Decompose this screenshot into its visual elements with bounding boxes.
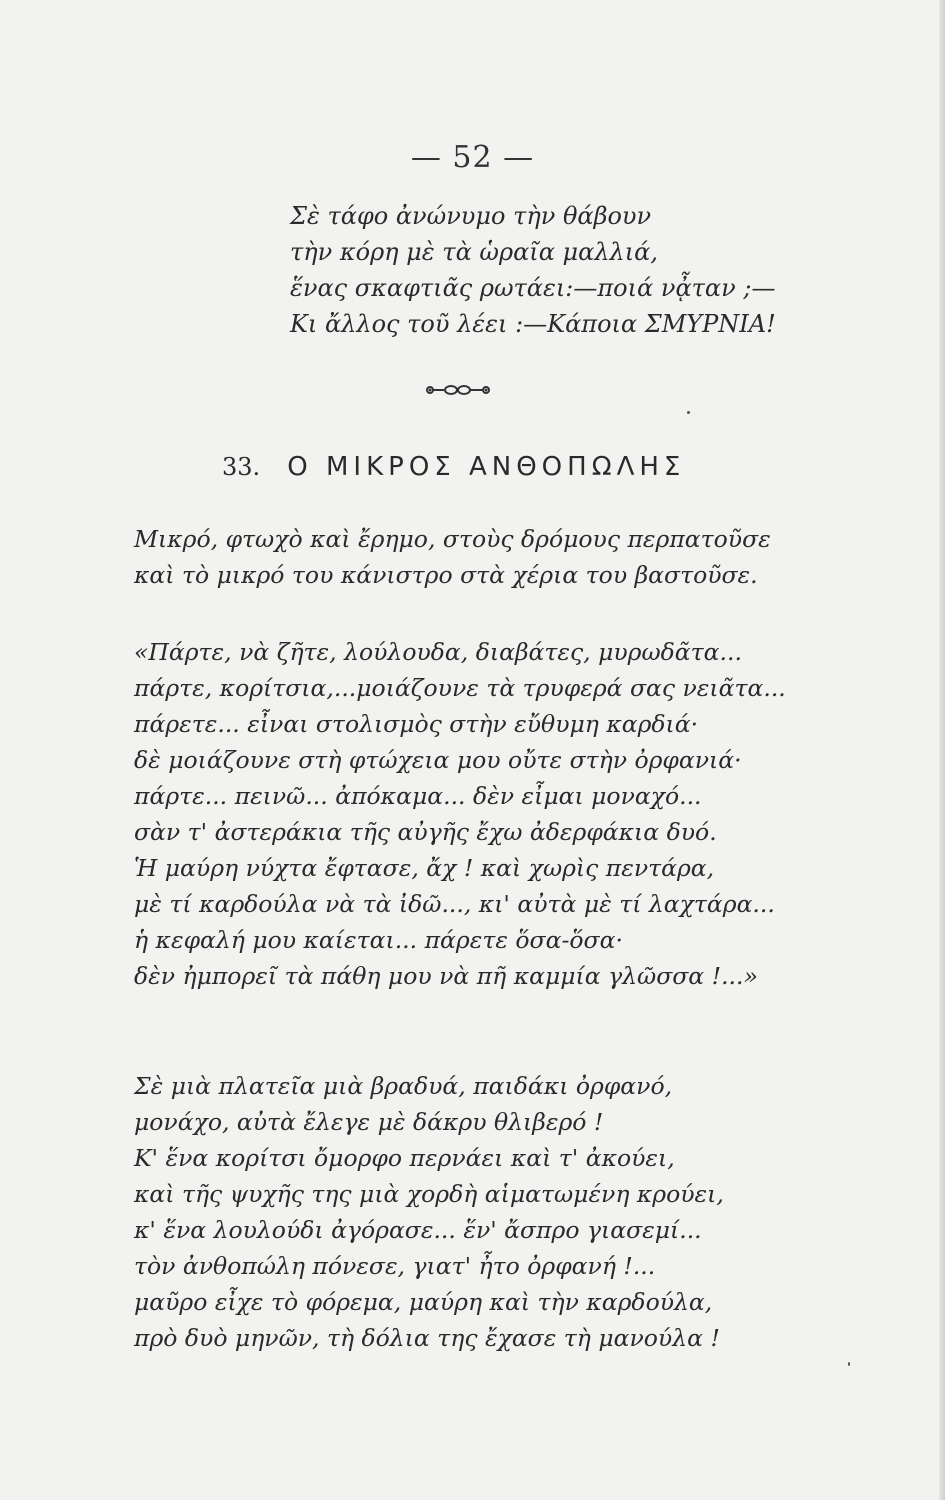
poem-line: μαῦρο εἶχε τὸ φόρεμα, μαύρη καὶ τὴν καρδούλα, (134, 1288, 713, 1316)
poem-paragraph-2 (134, 634, 786, 994)
stanza-line: ἕνας σκαφτιᾶς ρωτάει:—ποιά νᾆταν ;— (290, 274, 776, 302)
poem-line: μονάχο, αὐτὰ ἔλεγε μὲ δάκρυ θλιβερό ! (134, 1108, 604, 1136)
section-number: 33. (222, 453, 261, 481)
poem-line: Κ' ἕνα κορίτσι ὄμορφο περνάει καὶ τ' ἀκούει, (134, 1144, 675, 1172)
ornament-divider (420, 380, 500, 400)
poem-paragraph-3 (134, 1068, 724, 1356)
poem-line: δὲ μοιάζουνε στὴ φτώχεια μου οὔτε στὴν ὀρφανιά· (134, 746, 742, 774)
poem-line: σὰν τ' ἀστεράκια τῆς αὐγῆς ἔχω ἀδερφάκια δυό. (134, 818, 717, 846)
poem-line: πάρτε, κορίτσια,...μοιάζουνε τὰ τρυφερά σας νειᾶτα... (134, 674, 786, 702)
poem-line: κ' ἕνα λουλούδι ἀγόρασε... ἕν' ἄσπρο γιασεμί... (134, 1216, 702, 1244)
stanza-line: Σὲ τάφο ἀνώνυμο τὴν θάβουν (290, 202, 652, 230)
poem-line: πάρτε... πεινῶ... ἀπόκαμα... δὲν εἶμαι μοναχό... (134, 782, 702, 810)
page-number: — 52 — (410, 140, 535, 175)
poem-line: Ἡ μαύρη νύχτα ἔφτασε, ἄχ ! καὶ χωρὶς πεντάρα, (134, 854, 715, 882)
closing-stanza (290, 198, 776, 342)
page-edge-shadow (939, 0, 945, 1500)
paper-speck (848, 1362, 850, 1366)
poem-line: τὸν ἀνθοπώλη πόνεσε, γιατ' ἦτο ὀρφανή !... (134, 1252, 656, 1280)
poem-line: ἡ κεφαλή μου καίεται... πάρετε ὅσα-ὅσα· (134, 926, 623, 954)
poem-line: μὲ τί καρδούλα νὰ τὰ ἰδῶ..., κι' αὐτὰ μὲ τί λαχτάρα... (134, 890, 775, 918)
poem-line: «Πάρτε, νὰ ζῆτε, λούλουδα, διαβάτες, μυρωδᾶτα... (134, 638, 742, 666)
poem-line: καὶ τὸ μικρό του κάνιστρο στὰ χέρια του βαστοῦσε. (134, 561, 758, 589)
stanza-line: Κι ἄλλος τοῦ λέει :—Κάποια ΣΜΥΡΝΙΑ! (290, 310, 776, 338)
paper-speck (687, 411, 690, 414)
poem-line: Σὲ μιὰ πλατεῖα μιὰ βραδυά, παιδάκι ὀρφανό, (134, 1072, 673, 1100)
poem-line: καὶ τῆς ψυχῆς της μιὰ χορδὴ αἱματωμένη κρούει, (134, 1180, 724, 1208)
stanza-line: τὴν κόρη μὲ τὰ ὡραῖα μαλλιά, (290, 238, 659, 266)
poem-line: πάρετε... εἶναι στολισμὸς στὴν εὔθυμη καρδιά· (134, 710, 699, 738)
section-heading (222, 452, 685, 482)
section-title: Ο ΜΙΚΡΟΣ ΑΝΘΟΠΩΛΗΣ (287, 452, 686, 482)
poem-paragraph-1 (134, 521, 771, 593)
poem-line: πρὸ δυὸ μηνῶν, τὴ δόλια της ἔχασε τὴ μανούλα ! (134, 1324, 720, 1352)
poem-line: Μικρό, φτωχὸ καὶ ἔρημο, στοὺς δρόμους περπατοῦσε (134, 525, 771, 553)
poem-line: δὲν ἠμπορεῖ τὰ πάθη μου νὰ πῆ καμμία γλῶσσα !...» (134, 962, 758, 990)
